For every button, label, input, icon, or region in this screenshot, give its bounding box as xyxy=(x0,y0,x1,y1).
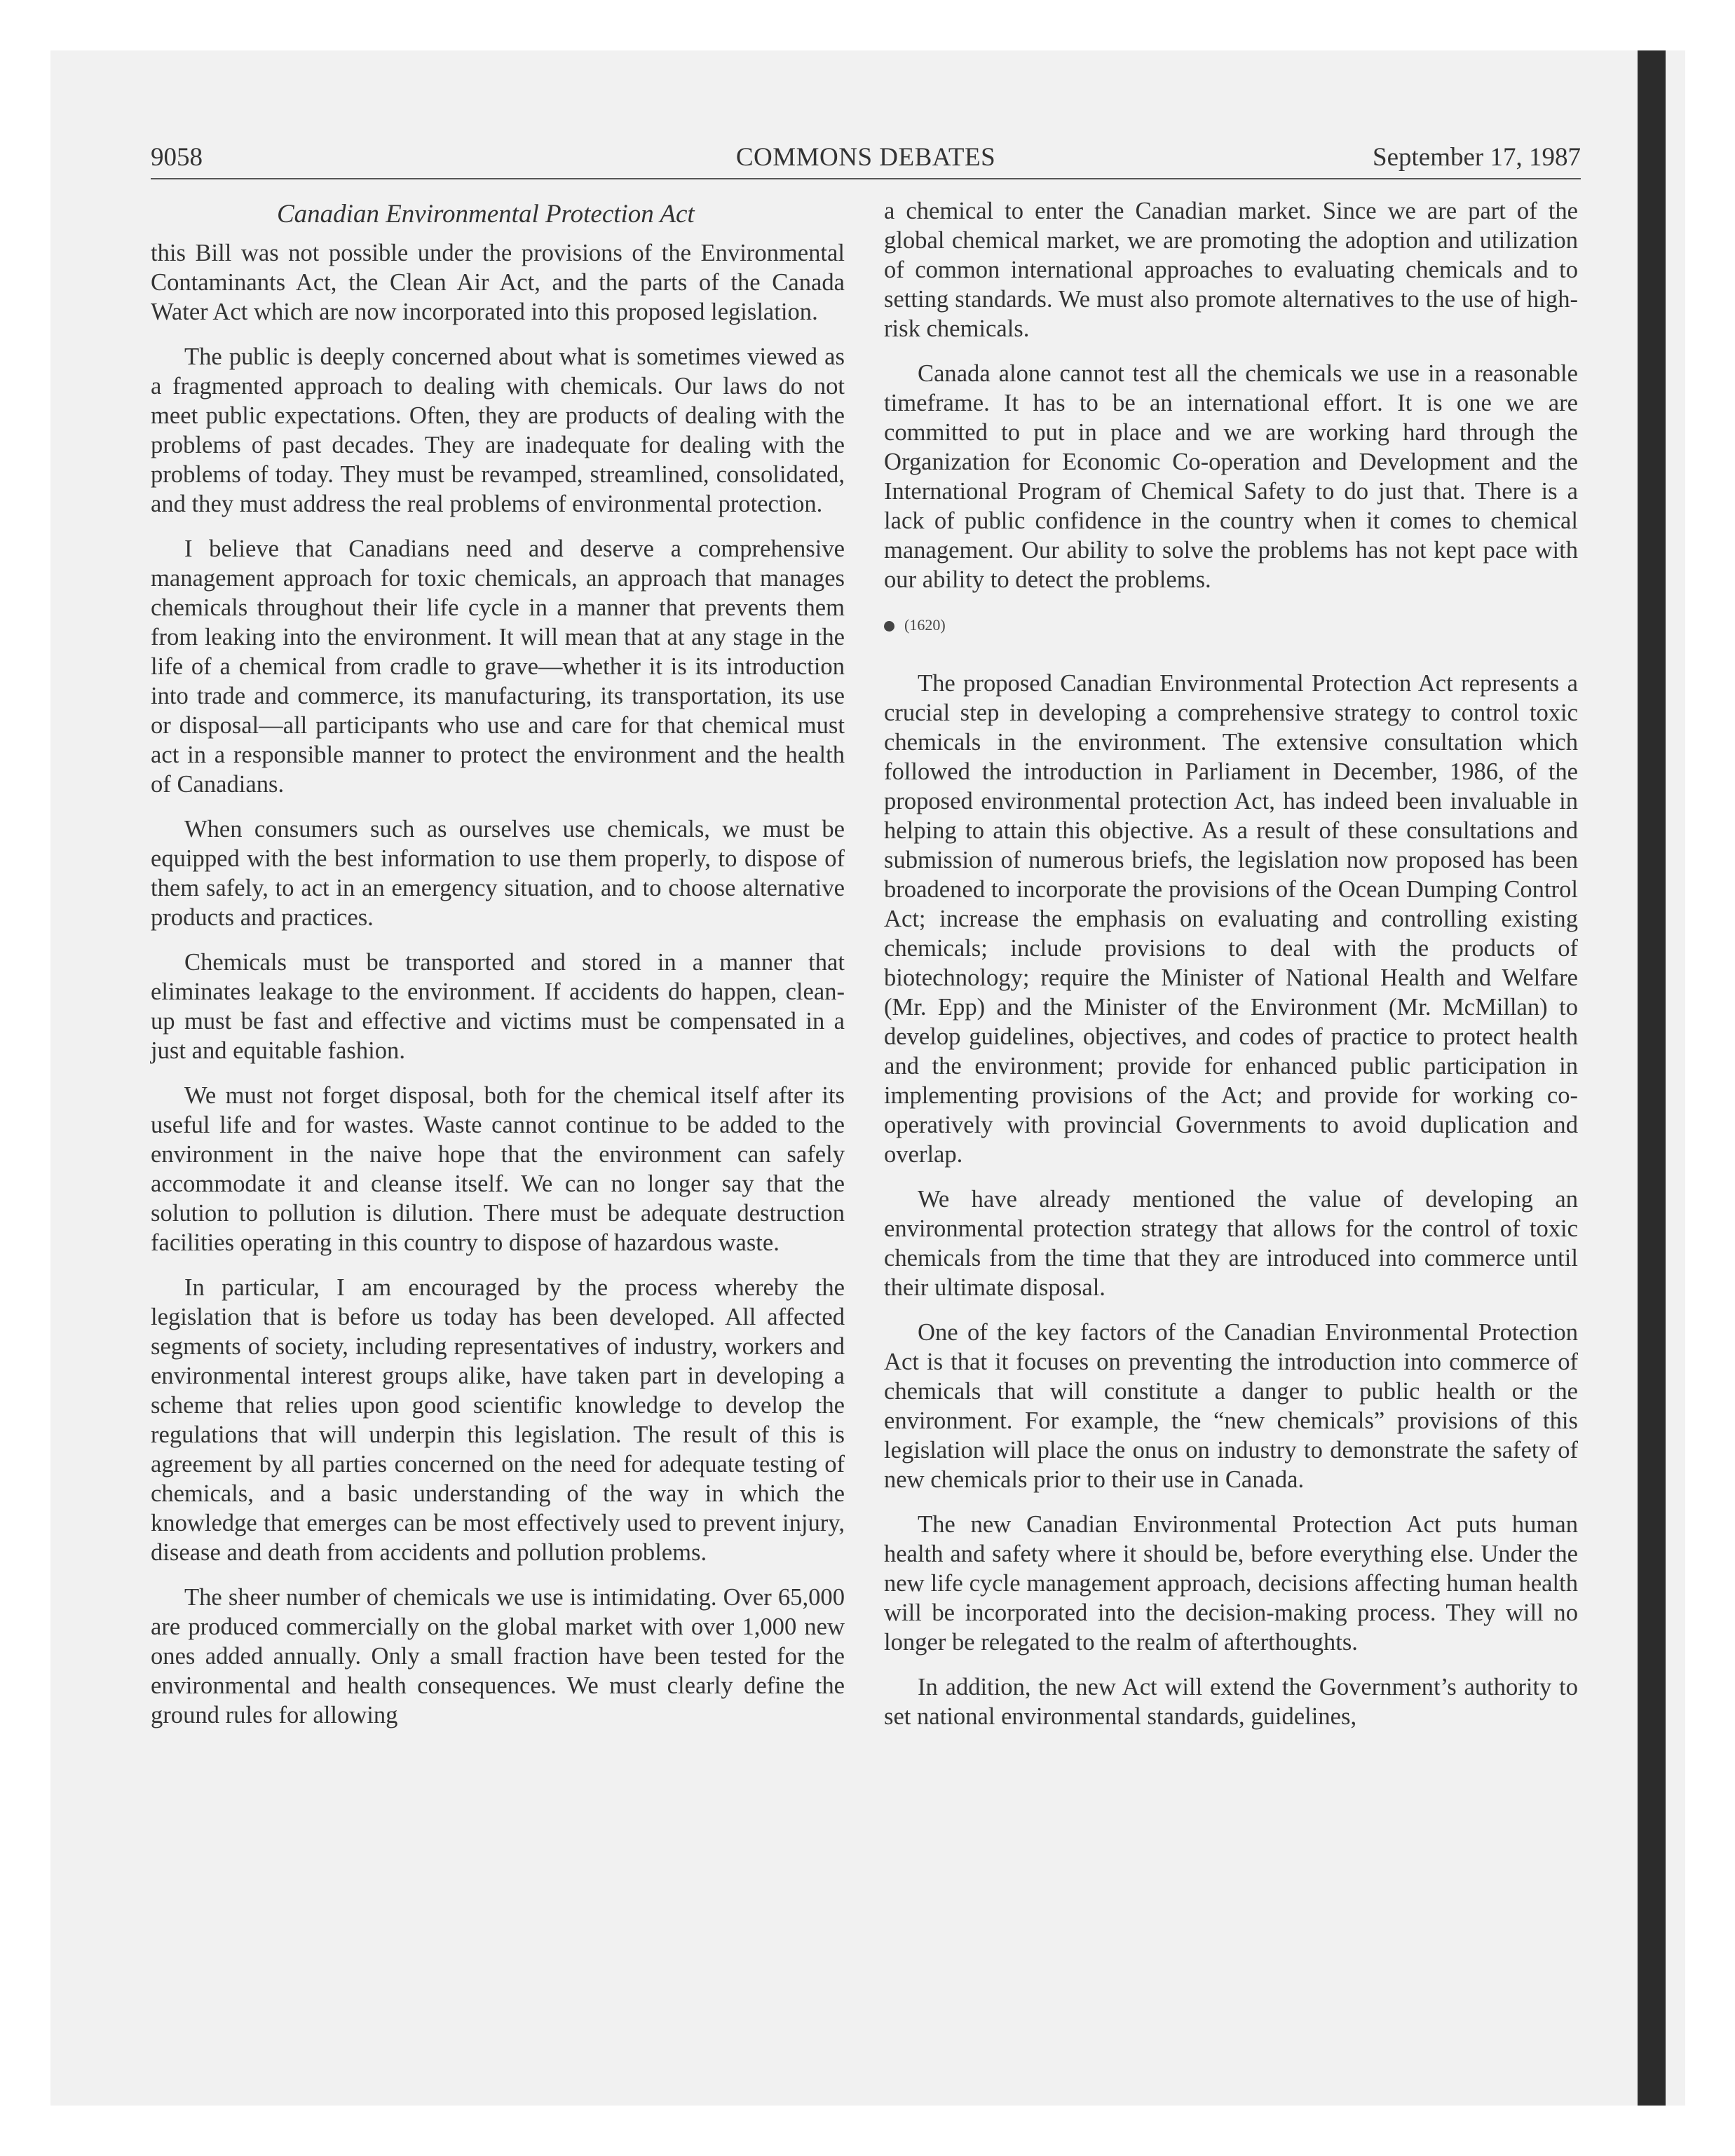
scan-edge-bar xyxy=(1638,50,1666,2106)
paragraph: a chemical to enter the Canadian market. Since we are part of the global chemical market, we are promoting the adoption and utilization of common international approaches to evaluating chemicals and to setting standards. We must also promote alternatives to the use of high-risk chemicals. xyxy=(884,198,1578,342)
paragraph: this Bill was not possible under the provisions of the Environmental Contaminants Act, the Clean Air Act, and the parts of the Canada Water Act which are now incorporated into this proposed legislation. xyxy=(151,240,845,325)
paragraph: One of the key factors of the Canadian Environmental Protection Act is that it focuses on preventing the introduction into commerce of chemicals that will constitute a danger to public health or the environment. For example, the “new chemicals” provisions of this legislation will place the onus on industry to demonstrate the safety of new chemicals prior to their use in Canada. xyxy=(884,1319,1578,1493)
paragraph: I believe that Canadians need and deserve a comprehensive management approach for toxic chemicals, an approach that manages chemicals throughout their life cycle in a manner that prevents them from leaking into the environment. It will mean that at any stage in the life of a chemical from cradle to grave—whether it is its introduction into trade and commerce, its manufacturing, its transportation, its use or disposal—all participants who use and care for that chemical must act in a responsible manner to protect the environment and the health of Canadians. xyxy=(151,535,845,798)
left-column xyxy=(151,196,845,1745)
section-subheading: Canadian Environmental Protection Act xyxy=(277,200,695,228)
bullet-icon xyxy=(884,621,894,632)
paragraph: The new Canadian Environmental Protection Act puts human health and safety where it should be, before everything else. Under the new life cycle management approach, decisions affecting human health will be incorporated into the decision-making process. They will no longer be relegated to the realm of afterthoughts. xyxy=(884,1511,1578,1656)
paragraph: In particular, I am encouraged by the process whereby the legislation that is before us today has been developed. All affected segments of society, including representatives of industry, workers and environmental interest groups alike, have taken part in developing a scheme that relies upon good scientific knowledge to develop the regulations that will underpin this legislation. The result of this is agreement by all parties concerned on the need for adequate testing of chemicals, and a basic understanding of the way in which the knowledge that emerges can be most effectively used to prevent injury, disease and death from accidents and pollution problems. xyxy=(151,1274,845,1566)
document-page xyxy=(151,140,1581,1730)
publication-title: COMMONS DEBATES xyxy=(735,143,996,172)
paragraph: When consumers such as ourselves use chemicals, we must be equipped with the best information to use them properly, to dispose of them safely, to act in an emergency situation, and to choose alternative products and practices. xyxy=(151,816,845,931)
time-marker-text: (1620) xyxy=(904,616,946,634)
paragraph: We have already mentioned the value of developing an environmental protection strategy that allows for the control of toxic chemicals from the time that they are introduced into commerce until their ultimate disposal. xyxy=(884,1186,1578,1301)
header-date: September 17, 1987 xyxy=(1373,143,1581,172)
paragraph: The proposed Canadian Environmental Protection Act represents a crucial step in developing a comprehensive strategy to control toxic chemicals in the environment. The extensive consultation which followed the introduction in Parliament in December, 1986, of the proposed environmental protection Act, has indeed been invaluable in helping to attain this objective. As a result of these consultations and submission of numerous briefs, the legislation now proposed has been broadened to incorporate the provisions of the Ocean Dumping Control Act; increase the emphasis on evaluating and controlling existing chemicals; include provisions to deal with the products of biotechnology; require the Minister of National Health and Welfare (Mr. Epp) and the Minister of the Environment (Mr. McMillan) to develop guidelines, objectives, and codes of practice to protect health and the environment; provide for enhanced public participation in implementing provisions of the Act; and provide for working co-operatively with provincial Governments to avoid duplication and overlap. xyxy=(884,670,1578,1168)
paragraph: The sheer number of chemicals we use is intimidating. Over 65,000 are produced commercially on the global market with over 1,000 new ones added annually. Only a small fraction have been tested for the environmental and health consequences. We must clearly define the ground rules for allowing xyxy=(151,1584,845,1728)
header-rule xyxy=(151,178,1581,179)
paragraph: We must not forget disposal, both for the chemical itself after its useful life and for wastes. Waste cannot continue to be added to the environment in the naive hope that the environment can safely accommodate it and cleanse itself. We can no longer say that the solution to pollution is dilution. There must be adequate destruction facilities operating in this country to dispose of hazardous waste. xyxy=(151,1082,845,1256)
right-column xyxy=(884,196,1578,1747)
paragraph: Chemicals must be transported and stored in a manner that eliminates leakage to the environment. If accidents do happen, clean-up must be fast and effective and victims must be compensated in a just and equitable fashion. xyxy=(151,949,845,1064)
running-header xyxy=(151,140,1581,182)
paragraph: Canada alone cannot test all the chemicals we use in a reasonable timeframe. It has to be an international effort. It is one we are committed to put in place and we are working hard through the Organization for Economic Co-operation and Development and the International Program of Chemical Safety to do just that. There is a lack of public confidence in the country when it comes to chemical management. Our ability to solve the problems has not kept pace with our ability to detect the problems. xyxy=(884,360,1578,593)
paragraph: The public is deeply concerned about what is sometimes viewed as a fragmented approach to dealing with chemicals. Our laws do not meet public expectations. Often, they are products of dealing with the problems of past decades. They are inadequate for dealing with the problems of today. They must be revamped, streamlined, consolidated, and they must address the real problems of environmental protection. xyxy=(151,343,845,517)
paragraph: In addition, the new Act will extend the Government’s authority to set national environmental standards, guidelines, xyxy=(884,1674,1578,1730)
time-marker xyxy=(884,610,1578,641)
page-number: 9058 xyxy=(151,143,203,172)
